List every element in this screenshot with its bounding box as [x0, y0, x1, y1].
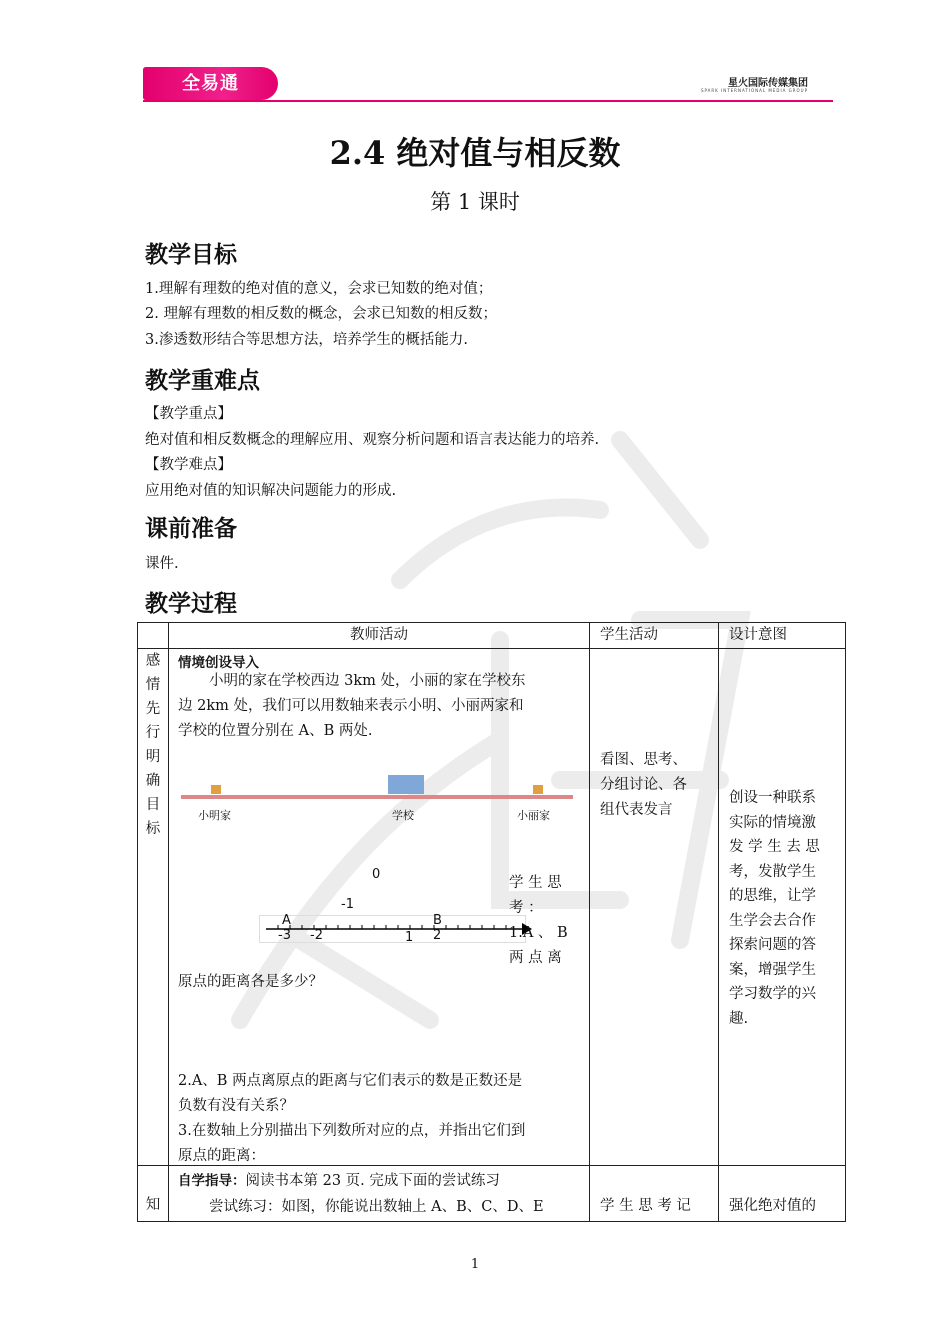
- practice-text: 尝试练习：如图，你能说出数轴上 A、B、C、D、E: [209, 1199, 544, 1215]
- table-header: 学生活动: [590, 623, 719, 649]
- intent-line: 发 学 生 去 思: [729, 839, 820, 855]
- house-icon-left: [211, 785, 221, 794]
- intent-line: 学习数学的兴: [729, 986, 816, 1002]
- publisher-subtitle: SPARK INTERNATIONAL MEDIA GROUP: [700, 88, 808, 93]
- header-divider: [143, 100, 833, 102]
- side-question: 1.A 、 B: [509, 925, 568, 941]
- process-heading: 教学过程: [145, 591, 237, 617]
- scene-label: 小明家: [198, 809, 231, 822]
- page-subtitle: 第 1 课时: [430, 190, 520, 214]
- stage-char: 确: [145, 773, 161, 789]
- intent-line: 生学会去合作: [729, 912, 816, 929]
- intent-line: 的思维，让学: [729, 888, 816, 904]
- story-line: 边 2km 处，我们可以用数轴来表示小明、小丽两家和: [178, 698, 524, 714]
- intent-line: 探索问题的答: [729, 937, 816, 953]
- table-header: 设计意图: [719, 623, 846, 649]
- key-text: 绝对值和相反数概念的理解应用、观察分析问题和语言表达能力的培养.: [145, 432, 600, 448]
- question-2: 2.A、B 两点离原点的距离与它们表示的数是正数还是: [178, 1073, 523, 1089]
- axis-label-one: 1: [405, 930, 414, 945]
- design-intent-cell: [719, 1166, 846, 1222]
- intent-line: 案，增强学生: [729, 961, 816, 978]
- table-header-blank: [138, 623, 169, 649]
- intent-line: 实际的情境激: [729, 814, 816, 831]
- story-line: 学校的位置分别在 A、B 两处.: [178, 723, 373, 739]
- student-activity-line: 分组讨论、各: [600, 777, 687, 793]
- prep-heading: 课前准备: [145, 516, 237, 542]
- road-line: [181, 795, 573, 799]
- key-label: 【教学重点】: [145, 406, 232, 422]
- side-question: 考 ：: [509, 900, 543, 916]
- question-3: 3.在数轴上分别描出下列数所对应的点，并指出它们到: [178, 1123, 526, 1139]
- scene-label: 小丽家: [517, 809, 550, 822]
- table-header: 教师活动: [169, 623, 590, 649]
- page-title: 2.4 绝对值与相反数: [329, 134, 621, 172]
- stage-char: 明: [145, 749, 161, 765]
- point-label-a: A: [282, 913, 291, 928]
- goals-heading: 教学目标: [145, 242, 237, 268]
- intent-line: 趣.: [729, 1010, 749, 1027]
- intent-line: 创设一种联系: [729, 790, 816, 806]
- axis-label-neg-three: -3: [278, 928, 291, 943]
- section-title: 情境创设导入: [178, 655, 259, 671]
- difficulty-text: 应用绝对值的知识解决问题能力的形成.: [145, 483, 397, 499]
- design-intent-cell: [719, 649, 846, 1166]
- difficulty-label: 【教学难点】: [145, 457, 232, 473]
- guide-label: 自学指导：: [178, 1173, 246, 1189]
- page-number: 1: [470, 1257, 480, 1272]
- side-question: 学 生 思: [509, 875, 562, 891]
- intent-line: 考，发散学生: [729, 863, 816, 880]
- brand-logo: 全易通: [143, 67, 278, 100]
- number-line: [264, 917, 534, 939]
- stage-char: 目: [145, 797, 161, 813]
- stage-char: 情: [145, 677, 161, 693]
- school-icon: [388, 775, 424, 794]
- axis-label-two: 2: [433, 928, 442, 943]
- axis-label-neg-two: -2: [310, 928, 323, 943]
- publisher-name: 星火国际传媒集团: [728, 78, 808, 89]
- stage-cell: [138, 649, 169, 1166]
- student-activity-line: 学 生 思 考 记: [600, 1198, 691, 1214]
- point-label-b: B: [433, 913, 442, 928]
- axis-label-zero: 0: [372, 867, 381, 882]
- stage-cell: [138, 1166, 169, 1222]
- keypoints-heading: 教学重难点: [145, 368, 260, 394]
- question-2: 负数有没有关系？: [178, 1098, 294, 1114]
- stage-char: 行: [145, 725, 161, 741]
- story-line: 小明的家在学校西边 3km 处，小丽的家在学校东: [209, 673, 526, 689]
- teacher-activity-cell: [169, 649, 590, 1166]
- stage-char: 标: [145, 821, 161, 837]
- side-question: 两 点 离: [509, 950, 562, 966]
- teacher-activity-cell: [169, 1166, 590, 1222]
- intent-line: 强化绝对值的: [729, 1198, 816, 1214]
- scene-label: 学校: [392, 809, 414, 822]
- student-activity-line: 组代表发言: [600, 802, 673, 818]
- question-3: 原点的距离：: [178, 1148, 265, 1164]
- question-1-tail: 原点的距离各是多少？: [178, 974, 323, 990]
- student-activity-line: 看图、思考、: [600, 752, 687, 768]
- goal-item: 1.理解有理数的绝对值的意义，会求已知数的绝对值；: [145, 281, 493, 297]
- prep-text: 课件.: [145, 556, 179, 572]
- guide-text: 阅读书本第 23 页. 完成下面的尝试练习: [245, 1173, 500, 1189]
- goal-item: 2. 理解有理数的相反数的概念，会求已知数的相反数；: [145, 306, 497, 322]
- house-icon-right: [533, 785, 543, 794]
- stage-char: 感: [145, 653, 161, 669]
- stage-char: 知: [145, 1197, 161, 1213]
- goal-item: 3.渗透数形结合等思想方法，培养学生的概括能力.: [145, 332, 468, 348]
- axis-label-neg-one: -1: [341, 897, 354, 912]
- stage-char: 先: [145, 701, 161, 717]
- student-activity-cell: [590, 649, 719, 1166]
- student-activity-cell: [590, 1166, 719, 1222]
- process-table: [137, 622, 846, 1222]
